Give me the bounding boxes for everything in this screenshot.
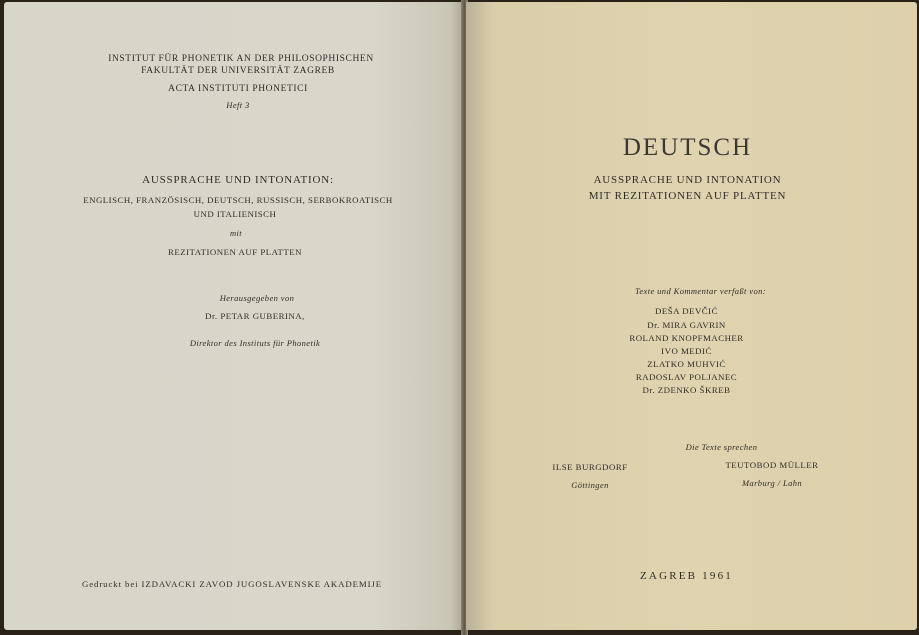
speakers-label: Die Texte sprechen <box>685 442 758 452</box>
subtitle-line-1: AUSSPRACHE UND INTONATION <box>593 174 782 186</box>
speaker-city: Marburg / Lahn <box>741 478 803 488</box>
author-name: Dr. ZDENKO ŠKREB <box>642 385 731 395</box>
author-name: DEŠA DEVČIĆ <box>655 306 718 316</box>
left-page <box>4 2 464 630</box>
mit-word: mit <box>229 228 243 238</box>
institute-line-2: FAKULTÄT DER UNIVERSITÄT ZAGREB <box>141 66 335 76</box>
subtitle-line-2: MIT REZITATIONEN AUF PLATTEN <box>588 190 787 202</box>
author-name: ZLATKO MUHVIĆ <box>647 359 726 369</box>
recordings-line: REZITATIONEN AUF PLATTEN <box>168 247 302 257</box>
institute-line-1: INSTITUT FÜR PHONETIK AN DER PHILOSOPHISCHEN <box>108 54 374 64</box>
series-title: ACTA INSTITUTI PHONETICI <box>168 84 308 94</box>
languages-line-2: UND ITALIENISCH <box>193 209 277 219</box>
author-name: Dr. MIRA GAVRIN <box>647 320 726 330</box>
issue-number: Heft 3 <box>226 100 250 110</box>
right-page <box>466 2 917 630</box>
editor-label: Herausgegeben von <box>219 293 295 303</box>
authors-label: Texte und Kommentar verfaßt von: <box>635 286 766 296</box>
speaker-name: ILSE BURGDORF <box>552 462 628 472</box>
main-title: AUSSPRACHE UND INTONATION: <box>142 174 334 186</box>
book-title: DEUTSCH <box>622 134 753 161</box>
editor-role: Direktor des Instituts für Phonetik <box>189 338 321 348</box>
author-name: ROLAND KNOPFMACHER <box>629 333 744 343</box>
author-name: IVO MEDIĆ <box>661 346 712 356</box>
editor-name: Dr. PETAR GUBERINA, <box>205 311 305 321</box>
imprint: Gedruckt bei IZDAVACKI ZAVOD JUGOSLAVENSKE AKADEMIJE <box>81 579 383 589</box>
speaker-city: Göttingen <box>571 480 609 490</box>
speaker-name: TEUTOBOD MÜLLER <box>725 460 819 470</box>
languages-line-1: ENGLISCH, FRANZÖSISCH, DEUTSCH, RUSSISCH, SERBOKROATISCH <box>83 195 393 205</box>
place-year: ZAGREB 1961 <box>640 570 733 582</box>
author-name: RADOSLAV POLJANEC <box>635 372 738 382</box>
